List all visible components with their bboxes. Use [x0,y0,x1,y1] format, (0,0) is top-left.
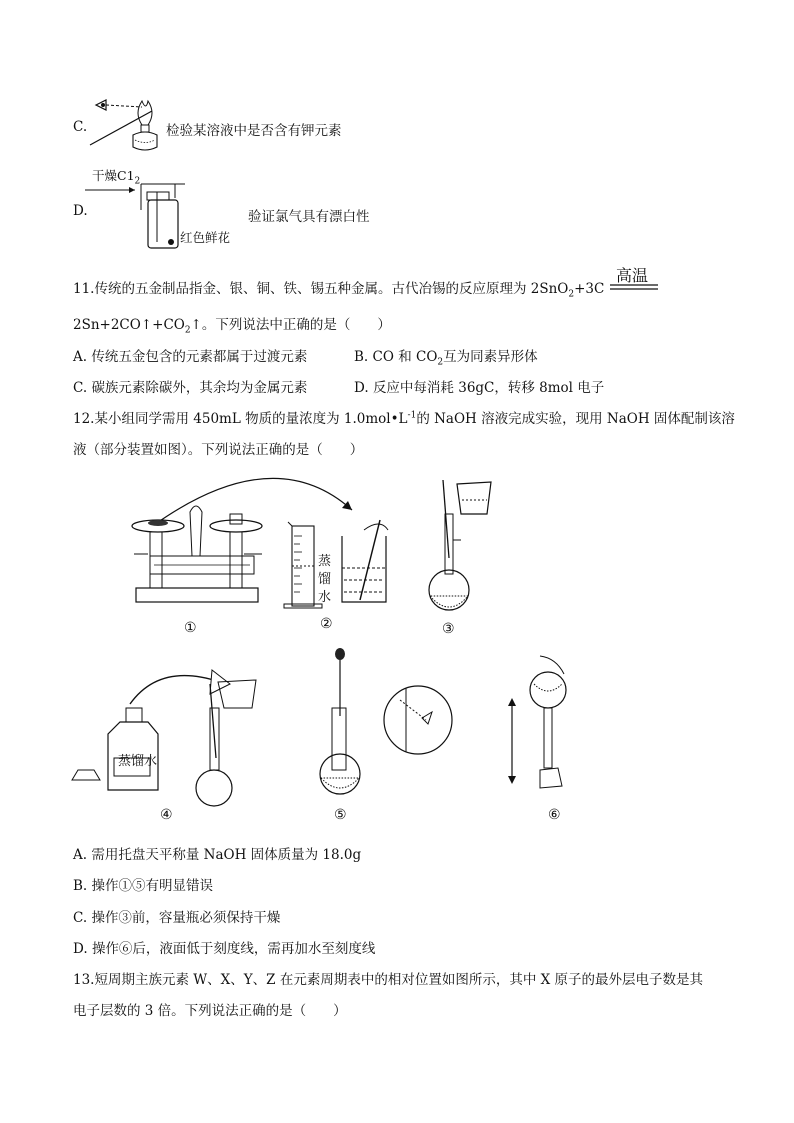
figure-label-2: ② [320,616,333,632]
figure-label-3: ③ [442,621,455,637]
chlorine-bottle-diagram [85,180,195,250]
option-c-text: 检验某溶液中是否含有钾元素 [166,123,342,139]
water-label-vertical: 蒸 馏 水 [318,554,332,605]
figure-rinse [70,662,270,802]
flame-test-diagram [90,95,170,157]
q12-option-b: B. 操作①⑤有明显错误 [73,878,214,894]
figure-label-4: ④ [160,807,173,823]
q12-line1: 12.某小组同学需用 450mL 物质的量浓度为 $1.0mol•L^{-1}$的 NaOH 溶液完成实验，现用 NaOH 固体配制该溶 [73,410,735,427]
q11-line1: 11.传统的五金制品指金、银、铜、铁、锡五种金属。古代冶锡的反应原理为 2SnO$_2$+3C [73,281,605,300]
q11-option-b: B. CO 和 $CO_2$互为同素异形体 [354,349,538,368]
q13-line2: 电子层数的 3 倍。下列说法正确的是（ ） [73,1003,347,1019]
reaction-arrow [610,284,660,292]
figure-balance [124,470,394,610]
water-label: 蒸馏水 [118,754,158,769]
figure-invert [500,652,590,802]
figure-dropper [318,648,458,800]
q12-option-d: D. 操作⑥后，液面低于刻度线，需再加水至刻度线 [73,941,376,957]
q12-option-a: A. 需用托盘天平称量 NaOH 固体质量为 18.0g [73,847,362,863]
q12-option-c: C. 操作③前，容量瓶必须保持干燥 [73,910,281,926]
figure-label-6: ⑥ [548,807,561,823]
q11-option-a: A. 传统五金包含的元素都属于过渡元素 [73,349,308,365]
q11-option-c: C. 碳族元素除碳外，其余均为金属元素 [73,380,308,396]
q11-line2: $2Sn+2CO↑+CO_2↑$。下列说法中正确的是（ ） [73,317,391,336]
reaction-condition: 高温 [616,266,649,285]
option-d-letter: D. [73,203,88,219]
option-c-letter: C. [73,119,88,135]
figure-label-1: ① [184,620,197,636]
gas-label: 干燥$C1_2$ [92,168,141,187]
q11-option-d: D. 反应中每消耗 36gC，转移 8mol 电子 [354,380,605,396]
q13-line1: 13.短周期主族元素 W、X、Y、Z 在元素周期表中的相对位置如图所示，其中 X 原子的最外层电子数是其 [73,972,704,988]
option-d-text: 验证氯气具有漂白性 [248,209,370,225]
figure-transfer [425,478,495,613]
figure-label-5: ⑤ [334,807,347,823]
q12-line2: 液（部分装置如图）。下列说法正确的是（ ） [73,442,364,458]
flower-label: 红色鲜花 [180,230,231,245]
